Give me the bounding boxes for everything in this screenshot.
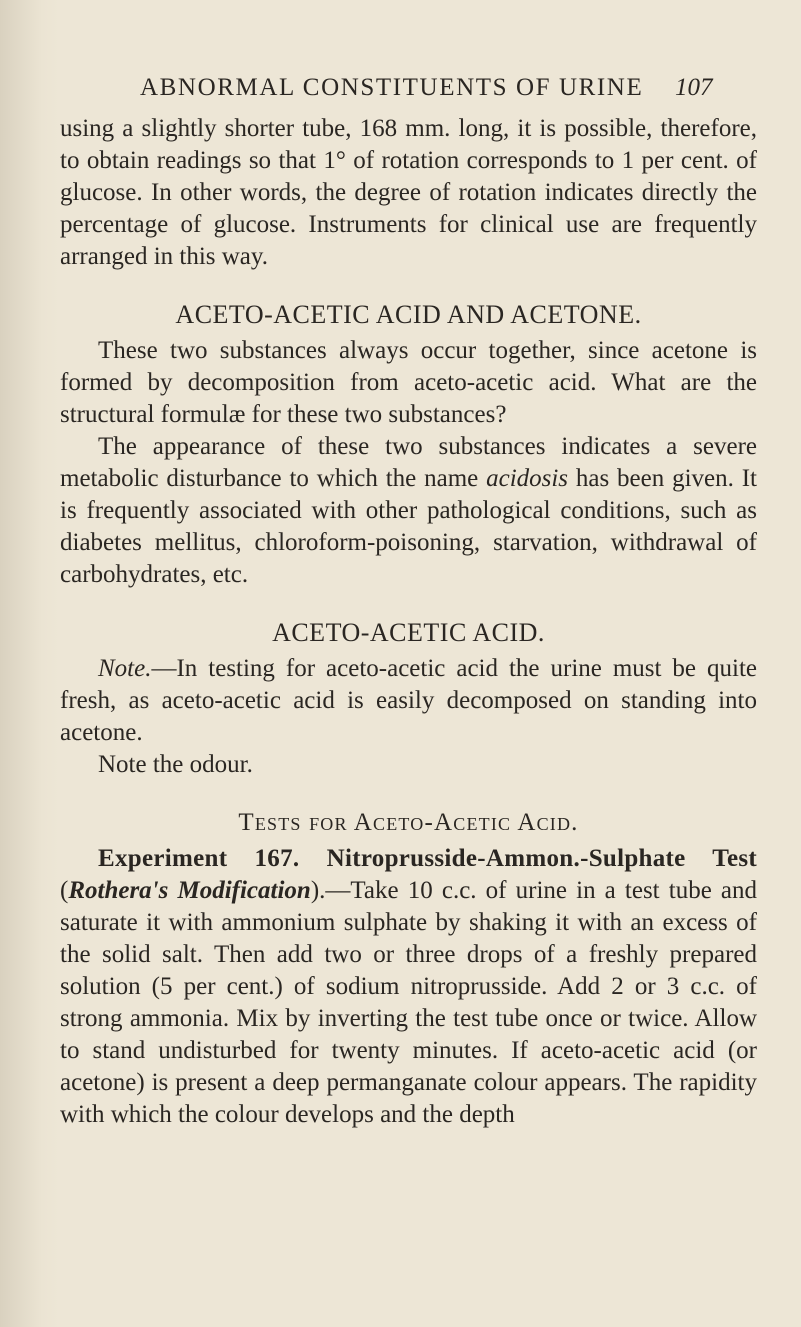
running-head-title: ABNORMAL CONSTITUENTS OF URINE — [140, 74, 644, 101]
experiment-text: —Take 10 c.c. of urine in a test tube and saturate it with ammonium sulphate by shaking it with an excess of the solid salt. Then add two or three drops of a freshly prepared solution (5 per cent.) of sodium nitroprusside. Add 2 or 3 c.c. of strong ammonia. Mix by inverting the test tube once or twice. Allow to stand undisturbed for twenty minutes. If aceto-acetic acid (or acetone) is present a deep permanganate colour appears. The rapidity with which the colour develops and the depth — [60, 877, 758, 1128]
body-text — [60, 113, 757, 1131]
section-heading-aceto-acetic-acid-and-acetone: ACETO-ACETIC ACID AND ACETONE. — [175, 300, 642, 329]
paragraph-note-odour: Note the odour. — [98, 751, 253, 778]
rothera-name: Rothera's — [68, 877, 169, 904]
paragraph-substances: These two substances always occur together, since acetone is formed by decomposition from aceto-acetic acid. What are the structural formulæ for these two substances? — [60, 337, 757, 428]
paren-open: ( — [60, 877, 69, 904]
paragraph-continuation: using a slightly shorter tube, 168 mm. long, it is possible, therefore, to obtain readings so that 1° of rotation corresponds to 1 per cent. of glucose. In other words, the degree of rotation indicates directly the percentage of glucose. Instruments for clinical use are frequently arranged in this way. — [60, 115, 757, 270]
acidosis-term: acidosis — [486, 465, 569, 492]
acidosis-text-before: The appearance of these two substances indicates a severe metabolic disturbance to which the name — [60, 433, 757, 492]
note-text: —In testing for aceto-acetic acid the urine must be quite fresh, as aceto-acetic acid is easily decomposed on standing into acetone. — [60, 655, 757, 746]
experiment-label: Experiment 167. Nitroprusside-Ammon.-Sulphate Test — [98, 845, 757, 872]
note-label: Note. — [98, 655, 152, 682]
modification-word: Modification — [168, 877, 311, 904]
paren-close: ). — [310, 877, 326, 904]
section-heading-tests: Tests for Aceto-Acetic Acid. — [238, 809, 579, 836]
page-edge-shadow — [0, 0, 60, 1327]
paragraph-note — [60, 653, 757, 749]
section-heading-aceto-acetic-acid: ACETO-ACETIC ACID. — [272, 618, 545, 647]
paragraph-acidosis — [60, 431, 757, 591]
page-number: 107 — [675, 74, 713, 101]
acidosis-text-after: has been given. It is frequently associated with other pathological conditions, such as diabetes mellitus, chloroform-poisoning, starvation, withdrawal of carbohydrates, etc. — [60, 465, 757, 588]
paragraph-experiment-167 — [60, 843, 757, 1131]
